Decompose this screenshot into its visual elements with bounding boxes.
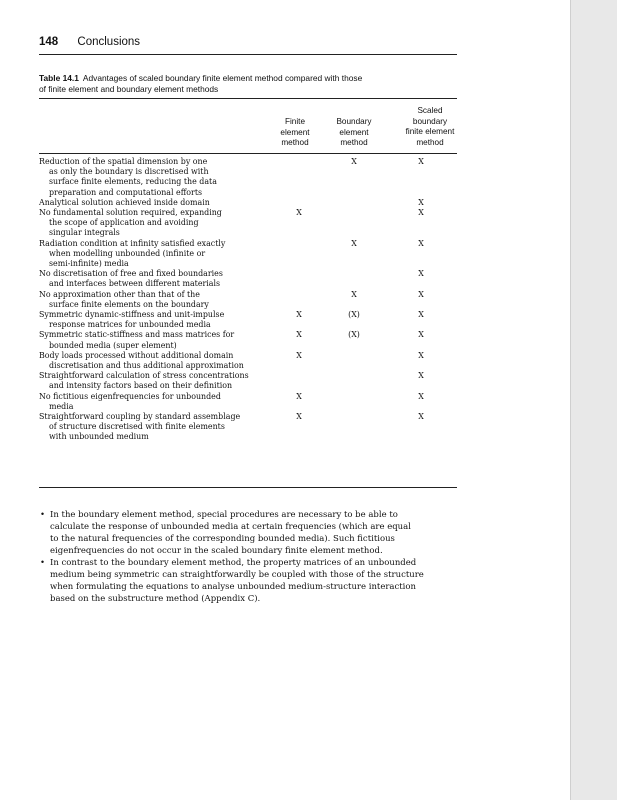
column-header-line: Boundary xyxy=(336,117,372,126)
table-row xyxy=(39,157,459,198)
running-header xyxy=(39,36,140,48)
mark-finite-element: X xyxy=(296,350,302,360)
column-header-line: method xyxy=(416,137,444,147)
table-top-rule xyxy=(39,98,457,99)
page-number: 148 xyxy=(39,36,59,48)
bullet-line: calculate the response of unbounded media at certain frequencies (which are equal xyxy=(50,522,411,532)
column-header-line: method xyxy=(340,138,368,148)
row-description xyxy=(39,198,285,208)
mark-finite-element: X xyxy=(296,310,302,320)
table-body xyxy=(39,157,459,443)
column-header-line: boundary xyxy=(412,116,448,126)
row-description xyxy=(39,157,285,198)
caption-line: Advantages of scaled boundary finite element method compared with those xyxy=(82,73,363,83)
mark-boundary-element: X xyxy=(351,238,357,248)
row-line: Symmetric static-stiffness and mass matrices for xyxy=(39,330,235,340)
row-line: singular integrals xyxy=(49,228,120,238)
row-description xyxy=(39,412,285,443)
row-description xyxy=(39,239,285,270)
row-description xyxy=(39,208,285,239)
column-header-line: method xyxy=(281,138,309,148)
mark-scaled-boundary: X xyxy=(418,412,424,422)
mark-scaled-boundary: X xyxy=(418,197,424,207)
mark-scaled-boundary: X xyxy=(418,310,424,320)
row-line: when modelling unbounded (infinite or xyxy=(49,248,206,258)
mark-finite-element: X xyxy=(296,208,302,218)
table-row xyxy=(39,239,459,270)
header-rule xyxy=(39,54,457,55)
column-header-line: finite element xyxy=(405,127,455,137)
bullet-line: eigenfrequencies do not occur in the scaled boundary finite element method. xyxy=(50,546,383,556)
row-line: the scope of application and avoiding xyxy=(49,218,199,228)
row-line: preparation and computational efforts xyxy=(49,187,203,197)
bullet-line: In the boundary element method, special procedures are necessary to be able to xyxy=(50,510,398,520)
row-line: discretisation and thus additional approximation xyxy=(49,361,244,371)
mark-scaled-boundary: X xyxy=(418,371,424,381)
table-header-rule xyxy=(39,153,457,154)
row-line: bounded media (super element) xyxy=(49,340,177,350)
mark-scaled-boundary: X xyxy=(418,269,424,279)
row-description xyxy=(39,290,285,310)
table-row xyxy=(39,208,459,239)
mark-boundary-element: X xyxy=(351,289,357,299)
mark-boundary-element: (X) xyxy=(348,330,360,340)
row-line: No fictitious eigenfrequencies for unbounded xyxy=(39,391,221,401)
row-line: No approximation other than that of the xyxy=(39,289,200,299)
bullet-line: medium being symmetric can straightforwardly be coupled with those of the structure xyxy=(50,570,424,580)
table-label: Table 14.1 xyxy=(39,73,79,83)
column-header-line: Finite xyxy=(284,117,306,126)
column-header-line: element xyxy=(339,127,369,137)
table-row xyxy=(39,392,459,412)
row-description xyxy=(39,392,285,412)
row-line: No discretisation of free and fixed boundaries xyxy=(39,269,223,279)
table-row xyxy=(39,351,459,371)
bullet-symbol: • xyxy=(40,558,46,568)
mark-scaled-boundary: X xyxy=(418,289,424,299)
bullet-item xyxy=(39,509,459,557)
mark-scaled-boundary: X xyxy=(418,330,424,340)
column-header-scaled-boundary xyxy=(392,106,468,148)
row-line: Reduction of the spatial dimension by one xyxy=(39,157,208,166)
row-line: and interfaces between different materials xyxy=(49,279,221,289)
table-row xyxy=(39,290,459,310)
row-line: surface finite elements on the boundary xyxy=(49,299,209,309)
bullet-item xyxy=(39,557,459,605)
column-header-line: Scaled xyxy=(417,106,443,115)
row-description xyxy=(39,351,285,371)
row-description xyxy=(39,310,285,330)
mark-scaled-boundary: X xyxy=(418,157,424,166)
mark-scaled-boundary: X xyxy=(418,350,424,360)
row-line: of structure discretised with finite elements xyxy=(49,422,225,432)
row-line: semi-infinite) media xyxy=(49,259,129,269)
chapter-title: Conclusions xyxy=(77,36,141,48)
mark-boundary-element: (X) xyxy=(348,310,360,320)
row-line: Body loads processed without additional domain xyxy=(39,350,234,360)
column-header-line: element xyxy=(280,127,310,137)
bullet-line: In contrast to the boundary element method, the property matrices of an unbounded xyxy=(50,558,417,568)
bullet-list xyxy=(39,509,459,605)
row-line: surface finite elements, reducing the data xyxy=(49,177,217,187)
row-line: Radiation condition at infinity satisfied exactly xyxy=(39,238,226,248)
table-row xyxy=(39,198,459,208)
mark-finite-element: X xyxy=(296,412,302,422)
bullet-line: when formulating the equations to analyse unbounded medium-structure interaction xyxy=(50,582,416,592)
row-line: No fundamental solution required, expanding xyxy=(39,208,222,218)
bullet-line: to the natural frequencies of the corresponding bounded media). Such fictitious xyxy=(50,534,395,544)
row-line: Symmetric dynamic-stiffness and unit-impulse xyxy=(39,310,225,320)
row-description xyxy=(39,371,285,391)
column-header-boundary-element xyxy=(324,117,384,149)
mark-scaled-boundary: X xyxy=(418,391,424,401)
row-line: with unbounded medium xyxy=(49,432,149,442)
row-line: media xyxy=(49,401,74,411)
caption-line: of finite element and boundary element methods xyxy=(39,84,219,94)
mark-scaled-boundary: X xyxy=(418,238,424,248)
mark-boundary-element: X xyxy=(351,157,357,166)
row-description xyxy=(39,330,285,350)
row-line: as only the boundary is discretised with xyxy=(49,167,209,177)
column-header-finite-element xyxy=(270,117,320,149)
table-row xyxy=(39,371,459,391)
mark-finite-element: X xyxy=(296,330,302,340)
row-line: Straightforward coupling by standard assemblage xyxy=(39,412,241,422)
row-line: response matrices for unbounded media xyxy=(49,320,211,330)
table-row xyxy=(39,412,459,443)
bullet-symbol: • xyxy=(40,510,46,520)
bullet-line: based on the substructure method (Appendix C). xyxy=(50,594,261,604)
table-row xyxy=(39,330,459,350)
table-caption xyxy=(39,73,459,95)
table-row xyxy=(39,269,459,289)
row-line: Analytical solution achieved inside domain xyxy=(39,197,210,207)
table-bottom-rule xyxy=(39,487,457,488)
row-line: Straightforward calculation of stress concentrations xyxy=(39,371,249,381)
row-description xyxy=(39,269,285,289)
row-line: and intensity factors based on their definition xyxy=(49,381,233,391)
mark-scaled-boundary: X xyxy=(418,208,424,218)
mark-finite-element: X xyxy=(296,391,302,401)
table-row xyxy=(39,310,459,330)
